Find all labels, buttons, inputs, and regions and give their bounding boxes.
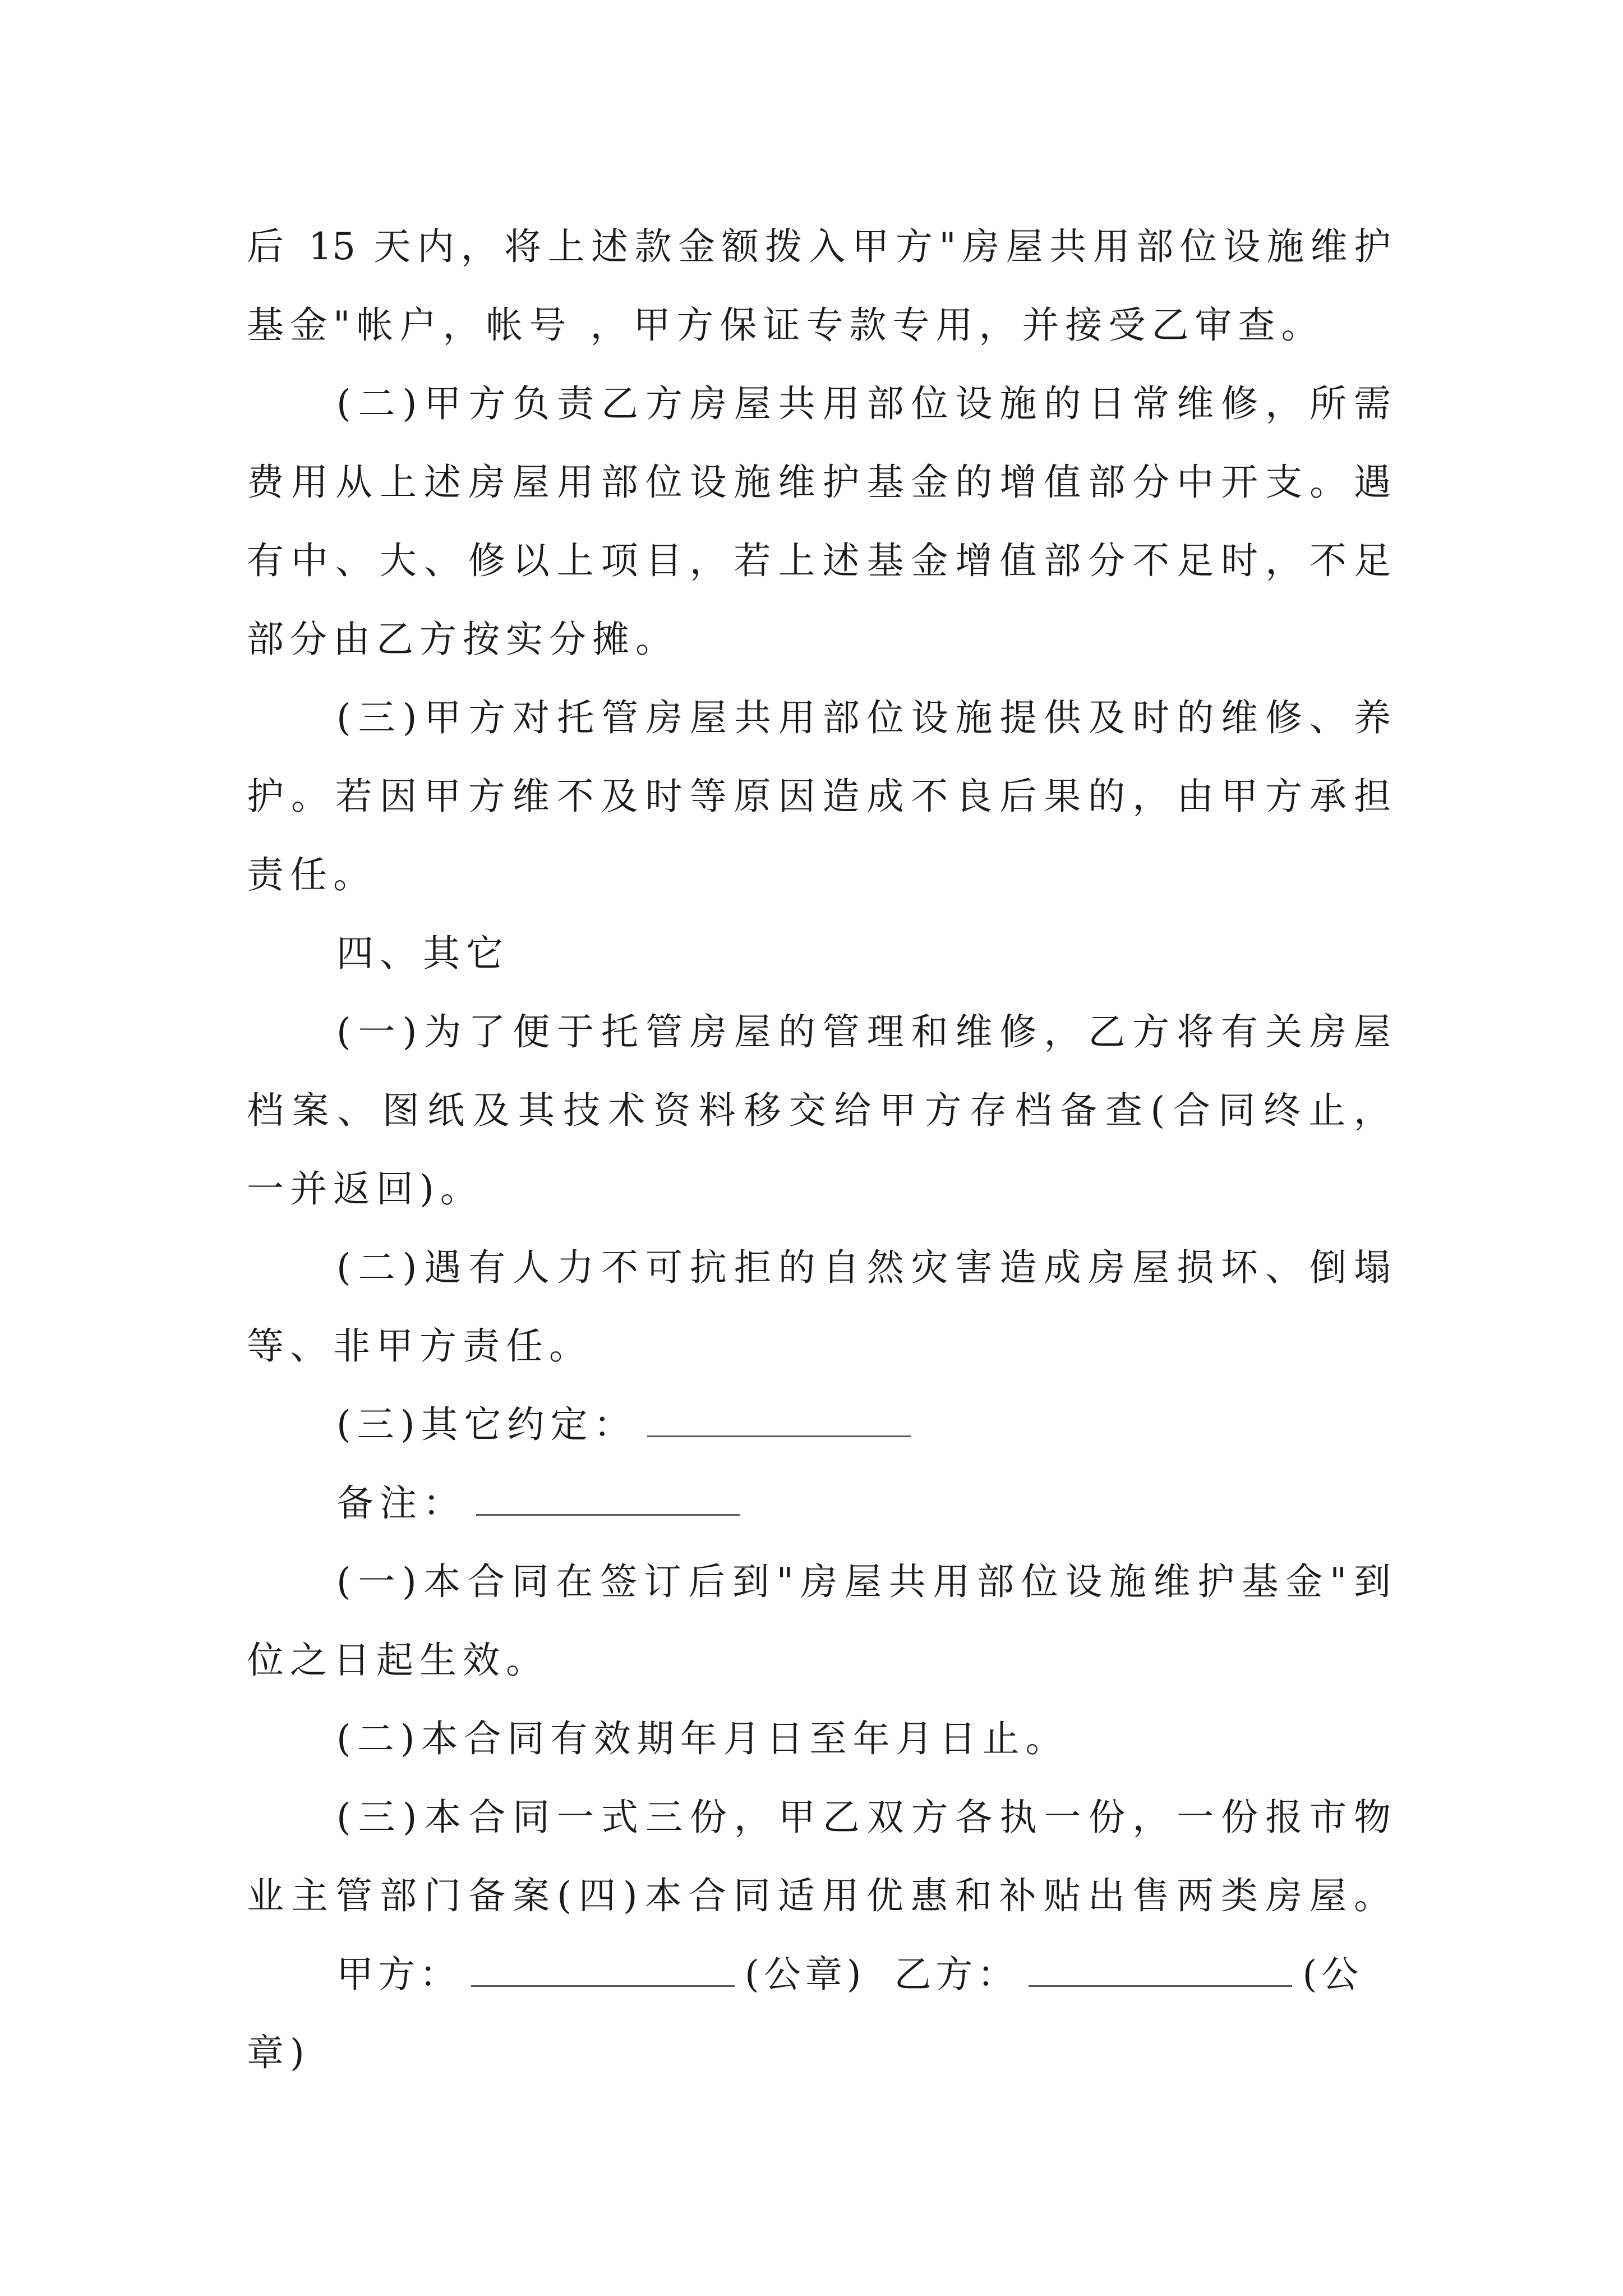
text-line: 后 15 天内，将上述款金额拨入甲方"房屋共用部位设施维护 [247,225,1391,268]
text-line: 有中、大、修以上项目，若上述基金增值部分不足时，不足 [247,539,1391,582]
text-line: 费用从上述房屋用部位设施维护基金的增值部分中开支。遇 [247,461,1391,504]
party-a-seal: (公章) [745,1953,866,1996]
remarks-label: 备注： [336,1481,466,1525]
text-line: 等、非甲方责任。 [247,1324,592,1368]
signature-line [247,1935,1391,2014]
text-line: 部分由乙方按实分摊。 [247,618,679,661]
text-line: (一)本合同在签订后到"房屋共用部位设施维护基金"到 [336,1560,1391,1603]
party-b-seal-part2: 章) [247,2031,311,2074]
party-a-blank[interactable] [471,1950,735,1987]
text-line: 基金"帐户，帐号 ，甲方保证专款专用，并接受乙审查。 [247,303,1325,347]
text-line: 一并返回)。 [247,1167,483,1211]
text-line: (二)本合同有效期年月日至年月日止。 [336,1717,1069,1760]
text-line: (二)甲方负责乙方房屋共用部位设施的日常维修，所需 [336,382,1391,425]
signature-line-continued [247,2014,1391,2092]
party-b-seal-part1: (公 [1302,1953,1363,1996]
text-line: (三)甲方对托管房屋共用部位设施提供及时的维修、养 [336,696,1391,739]
text-line: 护。若因甲方维不及时等原因造成不良后果的，由甲方承担 [247,775,1391,818]
contract-body [247,208,1391,2092]
party-b-label: 乙方： [894,1953,1019,1996]
party-a-label: 甲方： [336,1953,461,1996]
text-line: (二)遇有人力不可抗拒的自然灾害造成房屋损坏、倒塌 [336,1246,1391,1289]
other-agreement-label: (三)其它约定： [336,1403,637,1446]
other-agreement-line [247,1386,1391,1464]
text-line: 位之日起生效。 [247,1639,549,1682]
text-line: 档案、图纸及其技术资料移交给甲方存档备查(合同终止， [247,1089,1391,1132]
text-line: 业主管部门备案(四)本合同适用优惠和补贴出售两类房屋。 [247,1874,1391,1917]
text-line: 责任。 [247,853,376,896]
other-agreement-blank[interactable] [647,1401,911,1437]
remarks-line [247,1464,1391,1543]
party-b-blank[interactable] [1029,1950,1292,1987]
text-line: 四、其它 [336,932,509,975]
remarks-blank[interactable] [476,1479,740,1516]
text-line: (一)为了便于托管房屋的管理和维修，乙方将有关房屋 [336,1010,1391,1053]
text-line: (三)本合同一式三份，甲乙双方各执一份，一份报市物 [336,1796,1391,1839]
